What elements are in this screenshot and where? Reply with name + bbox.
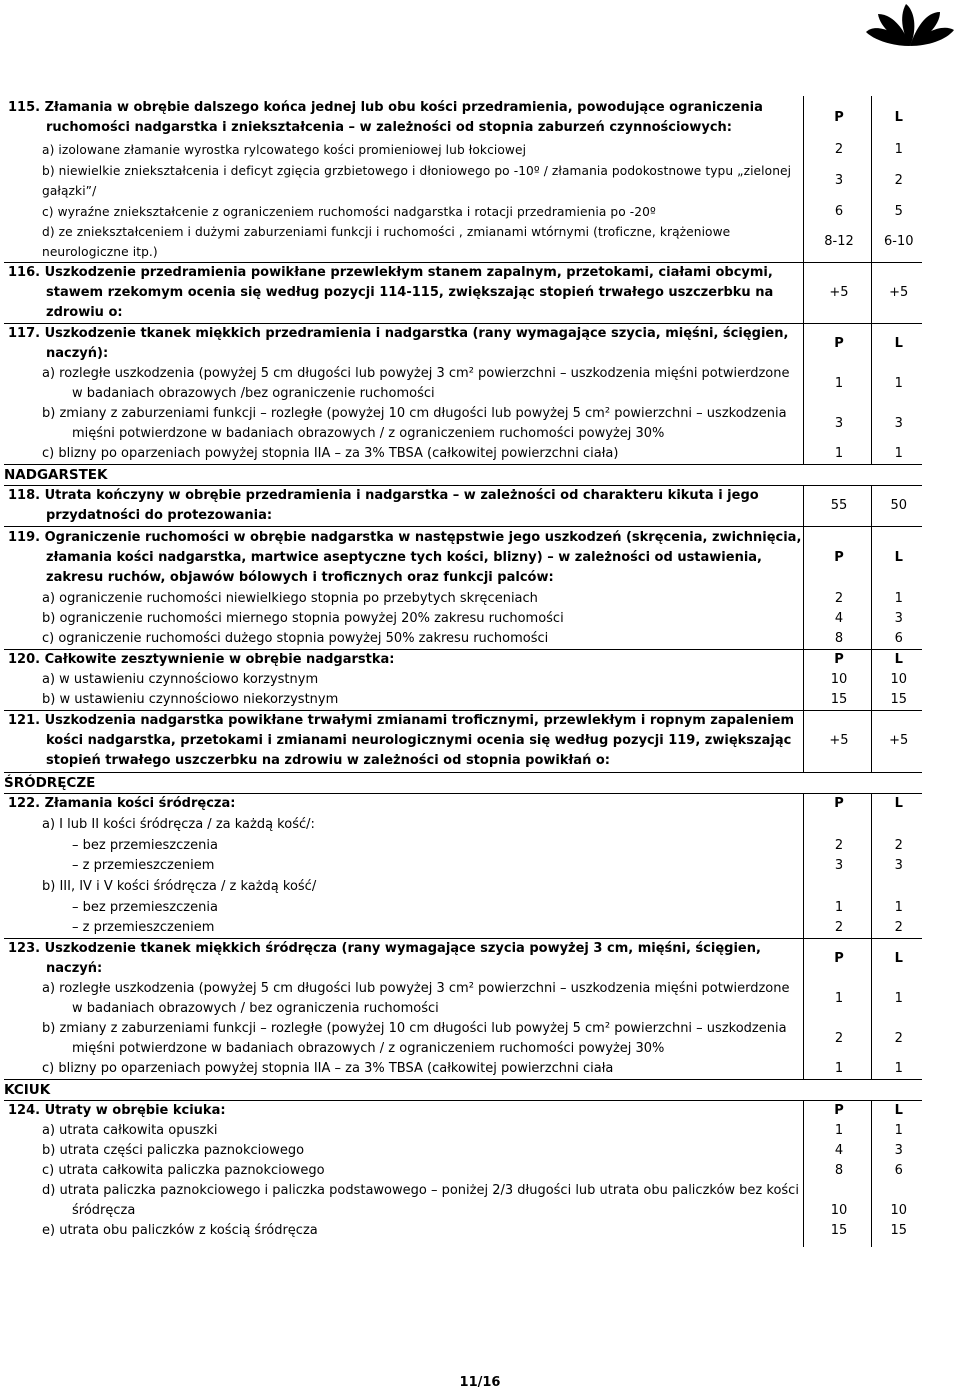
- value-l: 15: [871, 1221, 922, 1247]
- item-123-b: b) zmiany z zaburzeniami funkcji – rozległe (powyżej 10 cm długości lub powyżej 5 cm² powierzchni – uszkodzenia mięśni potwierdzone w badaniach obrazowych / z ograniczeniem ruchomości powyżej 30%: [42, 1020, 787, 1056]
- col-l-header: L: [871, 938, 922, 979]
- item-119-b: b) ograniczenie ruchomości miernego stopnia powyżej 20% zakresu ruchomości: [42, 610, 564, 626]
- value-p: 55: [803, 486, 871, 527]
- value-p: 2: [803, 918, 871, 939]
- col-p-header: P: [803, 96, 871, 140]
- section-srodrecze: ŚRÓDRĘCZE: [4, 772, 803, 793]
- value-p: 1: [803, 444, 871, 465]
- item-123-c: c) blizny po oparzeniach powyżej stopnia IIA – za 3% TBSA (całkowitej powierzchni ciała: [42, 1060, 614, 1076]
- item-118: [4, 486, 803, 527]
- item-115-title: 115. Złamania w obrębie dalszego końca jednej lub obu kości przedramienia, powodujące ograniczenia ruchomości nadgarstka i zniekształcenia – w zależności od stopnia zaburzeń czynnościowych:: [8, 100, 763, 135]
- item-115-c: c) wyraźne zniekształcenie z ograniczeniem ruchomości nadgarstka i rotacji przedramienia po -20º: [42, 205, 656, 219]
- col-l-header: L: [871, 1100, 922, 1121]
- value-p: 8: [803, 629, 871, 650]
- value-l: 15: [871, 690, 922, 711]
- item-124-a: a) utrata całkowita opuszki: [42, 1122, 218, 1138]
- value-p: 2: [803, 1019, 871, 1059]
- value-l: 3: [871, 404, 922, 444]
- value-l: 1: [871, 589, 922, 609]
- value-l: 3: [871, 1141, 922, 1161]
- col-l-header: L: [871, 649, 922, 670]
- value-p: 2: [803, 836, 871, 856]
- value-l: 50: [871, 486, 922, 527]
- value-p: 3: [803, 856, 871, 876]
- value-l: 3: [871, 609, 922, 629]
- item-text: Uszkodzenie tkanek miękkich przedramienia i nadgarstka (rany wymagające szycia, mięśni, ścięgien, naczyń):: [44, 326, 789, 361]
- value-l: 1: [871, 140, 922, 160]
- section-nadgarstek: NADGARSTEK: [4, 465, 803, 486]
- item-121: [4, 710, 803, 772]
- item-115-a: a) izolowane złamanie wyrostka rylcowatego kości promieniowej lub łokciowej: [42, 143, 527, 157]
- item-117-c: c) blizny po oparzeniach powyżej stopnia IIA – za 3% TBSA (całkowitej powierzchni ciała): [42, 446, 619, 461]
- value-p: 10: [803, 1181, 871, 1221]
- value-l: 2: [871, 836, 922, 856]
- value-p: 4: [803, 609, 871, 629]
- item-text: Uszkodzenie tkanek miękkich śródręcza (rany wymagające szycia powyżej 3 cm, mięśni, ścięgien, naczyń:: [44, 940, 761, 976]
- item-123-a: a) rozległe uszkodzenia (powyżej 5 cm długości lub powyżej 3 cm² powierzchni – uszkodzenia mięśni potwierdzone w badaniach obrazowych / bez ograniczenia ruchomości: [42, 980, 790, 1016]
- value-p: 1: [803, 898, 871, 918]
- item-number: 118.: [8, 488, 41, 503]
- value-l: 1: [871, 979, 922, 1019]
- col-l-header: L: [871, 793, 922, 814]
- item-124: 124. Utraty w obrębie kciuka:: [4, 1100, 803, 1121]
- col-p-header: P: [803, 324, 871, 365]
- col-l-header: L: [871, 96, 922, 140]
- value-p: +5: [803, 263, 871, 324]
- col-p-header: P: [803, 938, 871, 979]
- item-text: Uszkodzenie przedramienia powikłane przewlekłym stanem zapalnym, przetokami, ciałami obcymi, stawem rzekomym ocenia się według pozycji 114-115, zwiększając stopień trwałego uszczerbku na zdrowiu o:: [44, 265, 774, 320]
- value-l: 10: [871, 1181, 922, 1221]
- item-117-a: a) rozległe uszkodzenia (powyżej 5 cm długości lub powyżej 3 cm² powierzchni – uszkodzenia mięśni potwierdzone w badaniach obrazowych /bez ograniczenie ruchomości: [42, 366, 790, 401]
- value-l: +5: [871, 263, 922, 324]
- item-117: [4, 324, 803, 365]
- item-text: Ograniczenie ruchomości w obrębie nadgarstka w następstwie jego uszkodzeń (skręcenia, zwichnięcia, złamania kości nadgarstka, martwice aseptyczne tych kości, blizny) – w zależności od ustawienia, zakresu ruchów, objawów bólowych i troficznych oraz funkcji palców:: [44, 529, 802, 585]
- item-number: 119.: [8, 529, 41, 545]
- value-p: 8-12: [803, 222, 871, 263]
- item-122: 122. Złamania kości śródręcza:: [4, 793, 803, 814]
- col-p-header: P: [803, 649, 871, 670]
- injury-table: [4, 96, 922, 1247]
- item-number: 123.: [8, 940, 41, 956]
- value-p: 3: [803, 160, 871, 202]
- value-l: 2: [871, 160, 922, 202]
- item-124-d: d) utrata paliczka paznokciowego i paliczka podstawowego – poniżej 2/3 długości lub utrata obu paliczków bez kości śródręcza: [42, 1182, 799, 1218]
- item-text: Uszkodzenia nadgarstka powikłane trwałymi zmianami troficznymi, przewlekłym i ropnym zapaleniem kości nadgarstka, przetokami i zmianami neurologicznymi ocenia się według pozycji 119, zwiększając stopień trwałego uszczerbku na zdrowiu w zależności od stopnia powikłań o:: [44, 713, 795, 768]
- item-123: [4, 938, 803, 979]
- item-122-a1: – bez przemieszczenia: [72, 837, 218, 853]
- item-119: [4, 527, 803, 589]
- value-l: 1: [871, 364, 922, 404]
- col-l-header: L: [871, 324, 922, 365]
- item-number: 116.: [8, 265, 41, 280]
- item-119-a: a) ograniczenie ruchomości niewielkiego stopnia po przebytych skręceniach: [42, 590, 538, 606]
- col-p-header: P: [803, 527, 871, 589]
- item-124-c: c) utrata całkowita paliczka paznokciowego: [42, 1162, 325, 1178]
- value-p: 1: [803, 1059, 871, 1080]
- item-115-b: b) niewielkie zniekształcenia i deficyt zgięcia grzbietowego i dłoniowego po -10º / złamania podokostnowe typu „zielonej gałązki”/: [42, 164, 792, 198]
- value-p: 1: [803, 364, 871, 404]
- value-p: 3: [803, 404, 871, 444]
- item-120-a: a) w ustawieniu czynnościowo korzystnym: [42, 671, 319, 687]
- item-122-b2: – z przemieszczeniem: [72, 919, 215, 935]
- item-124-b: b) utrata części paliczka paznokciowego: [42, 1142, 305, 1158]
- item-116: [4, 263, 803, 324]
- company-logo: [862, 2, 958, 48]
- value-p: 1: [803, 979, 871, 1019]
- item-number: 117.: [8, 326, 41, 341]
- value-p: 2: [803, 589, 871, 609]
- item-text: Utrata kończyny w obrębie przedramienia i nadgarstka – w zależności od charakteru kikuta i jego przydatności do protezowania:: [44, 488, 759, 523]
- item-124-e: e) utrata obu paliczków z kością śródręcza: [42, 1222, 318, 1238]
- page-number: 11/16: [459, 1375, 501, 1390]
- value-l: 3: [871, 856, 922, 876]
- value-p: 6: [803, 202, 871, 222]
- value-l: 1: [871, 898, 922, 918]
- item-120: 120. Całkowite zesztywnienie w obrębie nadgarstka:: [4, 649, 803, 670]
- value-l: 2: [871, 918, 922, 939]
- value-l: 6: [871, 629, 922, 650]
- value-p: 4: [803, 1141, 871, 1161]
- value-p: 1: [803, 1121, 871, 1141]
- item-115-d: d) ze zniekształceniem i dużymi zaburzeniami funkcji i ruchomości , zmianami wtórnymi (troficzne, krążeniowe neurologiczne itp.): [42, 225, 731, 259]
- value-l: 2: [871, 1019, 922, 1059]
- value-l: 6-10: [871, 222, 922, 263]
- value-p: 8: [803, 1161, 871, 1181]
- value-p: +5: [803, 710, 871, 772]
- value-l: +5: [871, 710, 922, 772]
- value-l: 1: [871, 1059, 922, 1080]
- value-l: 1: [871, 444, 922, 465]
- value-l: 1: [871, 1121, 922, 1141]
- item-122-a2: – z przemieszczeniem: [72, 857, 215, 873]
- value-p: 15: [803, 690, 871, 711]
- value-l: 6: [871, 1161, 922, 1181]
- value-p: 10: [803, 670, 871, 690]
- value-p: 2: [803, 140, 871, 160]
- value-p: 15: [803, 1221, 871, 1247]
- value-l: 10: [871, 670, 922, 690]
- item-117-b: b) zmiany z zaburzeniami funkcji – rozległe (powyżej 10 cm długości lub powyżej 5 cm² powierzchni – uszkodzenia mięśni potwierdzone w badaniach obrazowych / z ograniczeniem ruchomości powyżej 30%: [42, 406, 787, 441]
- item-122-a: a) I lub II kości śródręcza / za każdą kość/:: [42, 816, 315, 832]
- col-l-header: L: [871, 527, 922, 589]
- item-number: 121.: [8, 713, 41, 728]
- col-p-header: P: [803, 793, 871, 814]
- value-l: 5: [871, 202, 922, 222]
- item-120-b: b) w ustawieniu czynnościowo niekorzystnym: [42, 691, 339, 707]
- item-119-c: c) ograniczenie ruchomości dużego stopnia powyżej 50% zakresu ruchomości: [42, 630, 549, 646]
- section-kciuk: KCIUK: [4, 1079, 803, 1100]
- item-122-b1: – bez przemieszczenia: [72, 899, 218, 915]
- item-122-b: b) III, IV i V kości śródręcza / z każdą kość/: [42, 878, 317, 894]
- col-p-header: P: [803, 1100, 871, 1121]
